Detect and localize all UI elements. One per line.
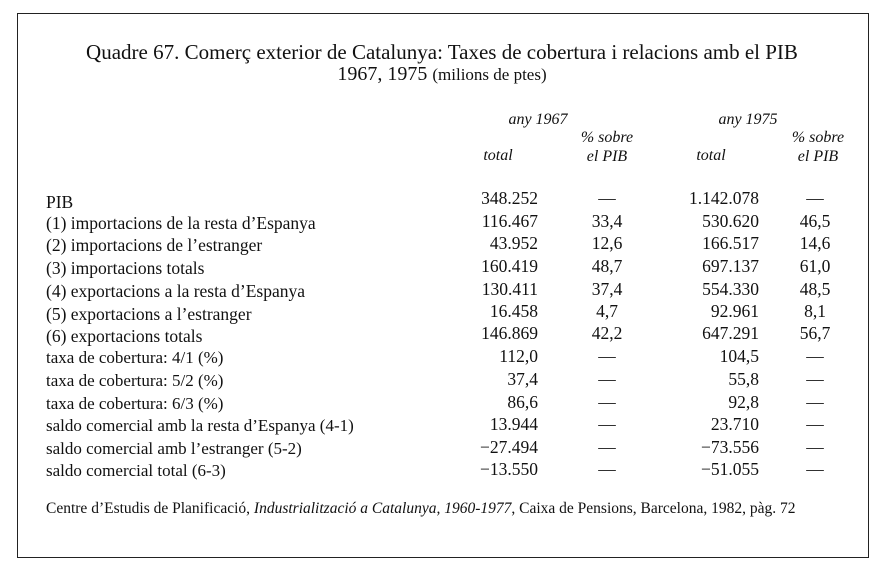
- source-suffix: , Caixa de Pensions, Barcelona, 1982, pàg. 72: [511, 500, 796, 517]
- row-label: (1) importacions de la resta d’Espanya: [46, 213, 316, 233]
- cell-pct-1967: —: [598, 392, 616, 412]
- cell-pct-1975: 46,5: [799, 211, 831, 231]
- cell-total-1975: 554.330: [702, 279, 759, 299]
- page-title: Quadre 67. Comerç exterior de Catalunya: Taxes de cobertura i relacions amb el PIB: [86, 40, 798, 64]
- source-prefix: Centre d’Estudis de Planificació,: [46, 500, 254, 517]
- row-label: taxa de cobertura: 5/2 (%): [46, 371, 224, 390]
- header-pct-1967-line1: % sobre: [580, 129, 634, 146]
- cell-pct-1975: 8,1: [804, 301, 826, 321]
- cell-pct-1967: —: [598, 369, 616, 389]
- cell-pct-1967: 42,2: [591, 323, 623, 343]
- cell-pct-1975: —: [806, 437, 824, 457]
- cell-pct-1967: 33,4: [591, 211, 623, 231]
- cell-total-1975: 55,8: [728, 369, 759, 389]
- row-label: (6) exportacions totals: [46, 326, 203, 346]
- cell-total-1975: 92.961: [710, 301, 759, 321]
- cell-pct-1967: 4,7: [596, 301, 618, 321]
- cell-pct-1967: 37,4: [591, 279, 623, 299]
- cell-pct-1975: —: [806, 369, 824, 389]
- row-label: taxa de cobertura: 4/1 (%): [46, 348, 224, 367]
- row-label: saldo comercial total (6-3): [46, 461, 226, 480]
- cell-pct-1975: —: [806, 188, 824, 208]
- row-label: saldo comercial amb l’estranger (5-2): [46, 439, 302, 458]
- header-pct-1967-line2: el PIB: [586, 148, 628, 165]
- cell-total-1967: 348.252: [481, 188, 538, 208]
- cell-total-1975: 104,5: [719, 346, 759, 366]
- row-label: taxa de cobertura: 6/3 (%): [46, 394, 224, 413]
- header-pct-1967: [562, 128, 652, 166]
- cell-total-1967: 160.419: [481, 256, 538, 276]
- cell-pct-1975: 48,5: [799, 279, 831, 299]
- cell-pct-1967: —: [598, 346, 616, 366]
- cell-total-1967: 130.411: [481, 279, 538, 299]
- cell-pct-1975: —: [806, 346, 824, 366]
- cell-pct-1975: —: [806, 459, 824, 479]
- row-label: (4) exportacions a la resta d’Espanya: [46, 281, 305, 301]
- header-total-1967: total: [483, 147, 513, 164]
- cell-total-1975: 23.710: [710, 414, 759, 434]
- cell-total-1975: 530.620: [702, 211, 759, 231]
- cell-pct-1975: —: [806, 414, 824, 434]
- cell-total-1967: 112,0: [499, 346, 538, 366]
- header-pct-1975: [773, 128, 863, 166]
- cell-total-1967: 116.467: [481, 211, 538, 231]
- cell-pct-1967: 48,7: [591, 256, 623, 276]
- header-pct-1975-line1: % sobre: [791, 129, 845, 146]
- row-label: saldo comercial amb la resta d’Espanya (4-1): [46, 416, 354, 435]
- cell-total-1967: 16.458: [489, 301, 538, 321]
- cell-total-1975: 1.142.078: [689, 188, 759, 208]
- header-year-1967: any 1967: [508, 111, 568, 128]
- cell-pct-1975: 14,6: [799, 233, 831, 253]
- cell-pct-1967: —: [598, 437, 616, 457]
- cell-pct-1975: 61,0: [799, 256, 831, 276]
- cell-pct-1967: —: [598, 414, 616, 434]
- cell-total-1967: 146.869: [481, 323, 538, 343]
- cell-total-1967: −13.550: [480, 459, 538, 479]
- cell-total-1975: −73.556: [701, 437, 759, 457]
- row-label: (5) exportacions a l’estranger: [46, 304, 252, 324]
- cell-pct-1975: 56,7: [799, 323, 831, 343]
- header-year-1975: any 1975: [718, 111, 778, 128]
- header-pct-1975-line2: el PIB: [797, 148, 839, 165]
- row-label: PIB: [46, 192, 74, 212]
- cell-pct-1975: —: [806, 392, 824, 412]
- cell-total-1975: 647.291: [702, 323, 759, 343]
- cell-total-1967: 37,4: [507, 369, 538, 389]
- subtitle-years: 1967, 1975: [337, 63, 428, 85]
- source-note: [46, 498, 866, 519]
- cell-pct-1967: 12,6: [591, 233, 623, 253]
- cell-pct-1967: —: [598, 188, 616, 208]
- cell-total-1975: 92,8: [728, 392, 759, 412]
- cell-pct-1967: —: [598, 459, 616, 479]
- cell-total-1967: −27.494: [480, 437, 538, 457]
- cell-total-1975: 697.137: [702, 256, 759, 276]
- header-total-1975: total: [696, 147, 726, 164]
- page-subtitle: [0, 63, 884, 86]
- cell-total-1967: 13.944: [489, 414, 538, 434]
- row-label: (3) importacions totals: [46, 258, 205, 278]
- subtitle-units: (milions de ptes): [432, 65, 547, 84]
- row-label: (2) importacions de l’estranger: [46, 235, 263, 255]
- cell-total-1967: 43.952: [489, 233, 538, 253]
- cell-total-1975: −51.055: [701, 459, 759, 479]
- cell-total-1967: 86,6: [507, 392, 538, 412]
- source-title: Industrialització a Catalunya, 1960-1977: [253, 500, 512, 517]
- cell-total-1975: 166.517: [702, 233, 759, 253]
